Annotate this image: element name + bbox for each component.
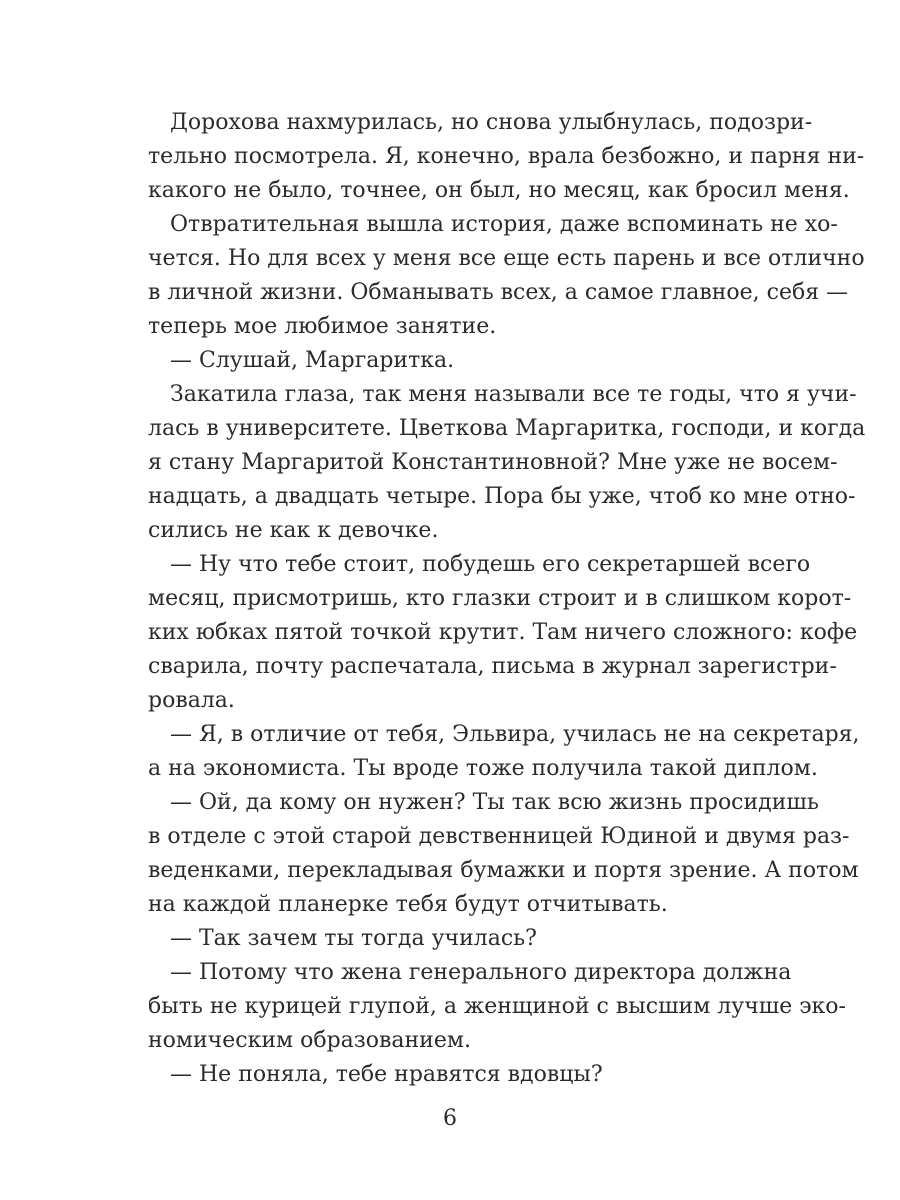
text-line-24: на каждой планерке тебя будут отчитывать. <box>148 892 668 917</box>
text-line-23: веденками, перекладывая бумажки и портя зрение. А потом <box>148 858 859 883</box>
text-line-16: ких юбках пятой точкой крутит. Там ничего сложного: кофе <box>148 620 858 645</box>
text-line-9: Закатила глаза, так меня называли все те годы, что я учи- <box>170 382 857 407</box>
text-line-15: месяц, присмотришь, кто глазки строит и в слишком корот- <box>148 586 852 611</box>
text-line-3: какого не было, точнее, он был, но месяц, как бросил меня. <box>148 178 850 203</box>
text-line-25: — Так зачем ты тогда училась? <box>170 926 537 951</box>
text-line-12: надцать, а двадцать четыре. Пора бы уже, чтоб ко мне отно- <box>148 484 856 509</box>
text-line-20: а на экономиста. Ты вроде тоже получила такой диплом. <box>148 756 818 781</box>
text-line-1: Дорохова нахмурилась, но снова улыбнулась, подозри- <box>170 110 813 135</box>
text-line-29: — Не поняла, тебе нравятся вдовцы? <box>170 1062 603 1087</box>
text-line-21: — Ой, да кому он нужен? Ты так всю жизнь просидишь <box>170 790 819 815</box>
text-line-6: в личной жизни. Обманывать всех, а самое главное, себя — <box>148 280 849 305</box>
text-line-8: — Слушай, Маргаритка. <box>170 348 455 373</box>
text-line-17: сварила, почту распечатала, письма в журнал зарегистри- <box>148 654 837 679</box>
text-line-18: ровала. <box>148 688 235 713</box>
text-line-28: номическим образованием. <box>148 1028 471 1053</box>
text-line-11: я стану Маргаритой Константиновной? Мне уже не восем- <box>148 450 838 475</box>
page-number: 6 <box>443 1106 457 1131</box>
text-line-7: теперь мое любимое занятие. <box>148 314 497 339</box>
text-line-2: тельно посмотрела. Я, конечно, врала безбожно, и парня ни- <box>148 144 865 169</box>
text-line-13: сились не как к девочке. <box>148 518 439 543</box>
text-line-27: быть не курицей глупой, а женщиной с высшим лучше эко- <box>148 994 846 1019</box>
text-line-22: в отделе с этой старой девственницей Юдиной и двумя раз- <box>148 824 850 849</box>
text-line-10: лась в университете. Цветкова Маргаритка, господи, и когда <box>148 416 866 441</box>
text-line-5: чется. Но для всех у меня все еще есть парень и все отлично <box>148 246 865 271</box>
text-line-19: — Я, в отличие от тебя, Эльвира, училась не на секретаря, <box>170 722 860 747</box>
text-line-4: Отвратительная вышла история, даже вспоминать не хо- <box>170 212 838 237</box>
text-line-14: — Ну что тебе стоит, побудешь его секретаршей всего <box>170 552 811 577</box>
text-line-26: — Потому что жена генерального директора должна <box>170 960 792 985</box>
